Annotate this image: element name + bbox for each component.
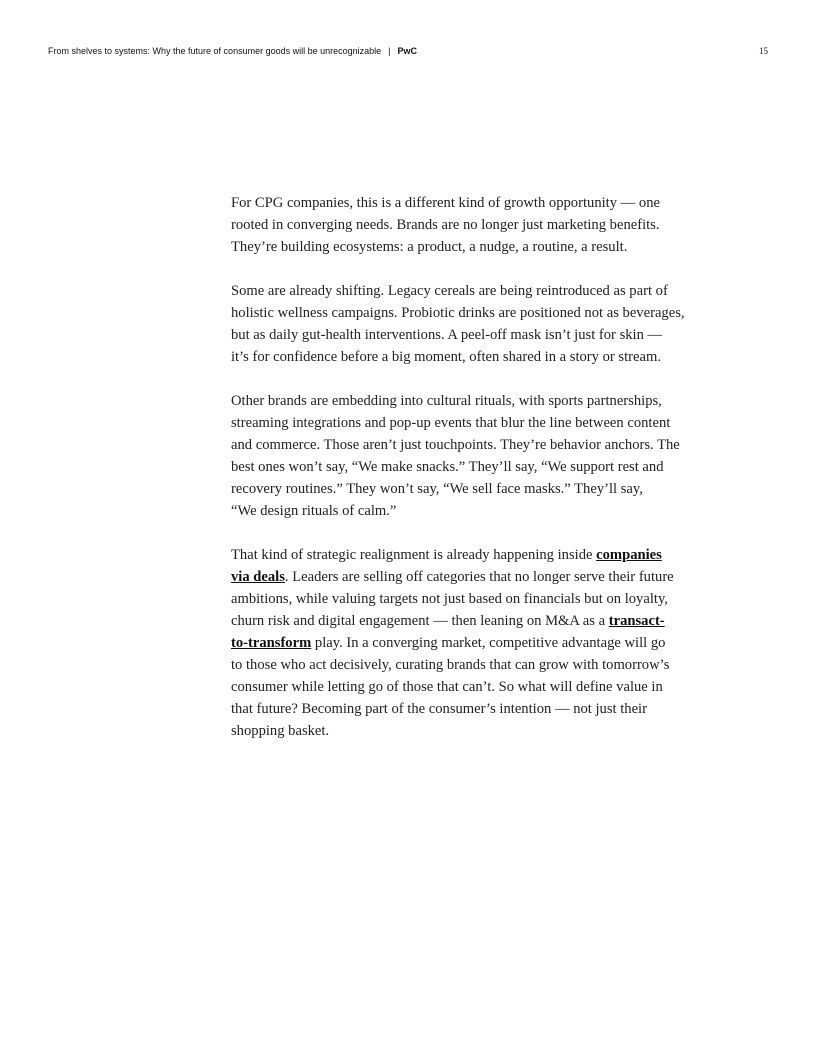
text-line	[231, 302, 685, 324]
text-line	[231, 236, 685, 258]
text-line	[231, 346, 685, 368]
text-segment: that future? Becoming part of the consumer’s intention — not just their	[231, 701, 647, 717]
text-segment: For CPG companies, this is a different kind of growth opportunity — one	[231, 195, 660, 211]
text-line	[231, 324, 685, 346]
text-segment: it’s for confidence before a big moment, often shared in a story or stream.	[231, 349, 661, 365]
inline-link[interactable]: via deals	[231, 569, 285, 585]
paragraph	[231, 544, 685, 742]
text-segment: best ones won’t say, “We make snacks.” They’ll say, “We support rest and	[231, 459, 664, 475]
running-header	[48, 46, 417, 56]
text-segment: and commerce. Those aren’t just touchpoints. They’re behavior anchors. The	[231, 437, 680, 453]
text-segment: streaming integrations and pop-up events that blur the line between content	[231, 415, 671, 431]
text-segment: ambitions, while valuing targets not just based on financials but on loyalty,	[231, 591, 668, 607]
text-segment: holistic wellness campaigns. Probiotic drinks are positioned not as beverages,	[231, 305, 685, 321]
text-segment: recovery routines.” They won’t say, “We sell face masks.” They’ll say,	[231, 481, 643, 497]
text-segment: play. In a converging market, competitive advantage will go	[311, 635, 666, 651]
text-line	[231, 676, 685, 698]
body-text	[231, 192, 685, 764]
text-segment: That kind of strategic realignment is already happening inside	[231, 547, 597, 563]
inline-link[interactable]: companies	[596, 547, 662, 563]
text-line	[231, 698, 685, 720]
inline-link[interactable]: transact-	[608, 613, 665, 629]
text-line	[231, 478, 685, 500]
text-line	[231, 214, 685, 236]
text-line	[231, 544, 685, 566]
brand-name: PwC	[397, 46, 418, 56]
text-segment: to those who act decisively, curating brands that can grow with tomorrow’s	[231, 657, 670, 673]
header-separator: |	[388, 46, 391, 56]
text-line	[231, 566, 685, 588]
text-segment: rooted in converging needs. Brands are no longer just marketing benefits.	[231, 217, 660, 233]
paragraph	[231, 280, 685, 368]
document-title: From shelves to systems: Why the future of consumer goods will be unrecognizable	[48, 46, 382, 56]
text-segment: “We design rituals of calm.”	[231, 503, 397, 519]
text-line	[231, 720, 685, 742]
text-segment: consumer while letting go of those that can’t. So what will define value in	[231, 679, 663, 695]
inline-link[interactable]: to-transform	[231, 635, 312, 651]
text-segment: Some are already shifting. Legacy cereals are being reintroduced as part of	[231, 283, 668, 299]
text-segment: Other brands are embedding into cultural rituals, with sports partnerships,	[231, 393, 662, 409]
text-line	[231, 500, 685, 522]
text-line	[231, 390, 685, 412]
page-number: 15	[759, 46, 768, 56]
text-line	[231, 434, 685, 456]
text-line	[231, 456, 685, 478]
text-line	[231, 280, 685, 302]
text-segment: churn risk and digital engagement — then leaning on M&A as a	[231, 613, 609, 629]
text-line	[231, 588, 685, 610]
text-line	[231, 632, 685, 654]
text-segment: They’re building ecosystems: a product, a nudge, a routine, a result.	[231, 239, 628, 255]
paragraph	[231, 390, 685, 522]
paragraph	[231, 192, 685, 258]
text-segment: shopping basket.	[231, 723, 330, 739]
text-line	[231, 412, 685, 434]
text-segment: . Leaders are selling off categories that no longer serve their future	[284, 569, 674, 585]
text-segment: but as daily gut-health interventions. A peel-off mask isn’t just for skin —	[231, 327, 663, 343]
text-line	[231, 654, 685, 676]
text-line	[231, 610, 685, 632]
text-line	[231, 192, 685, 214]
